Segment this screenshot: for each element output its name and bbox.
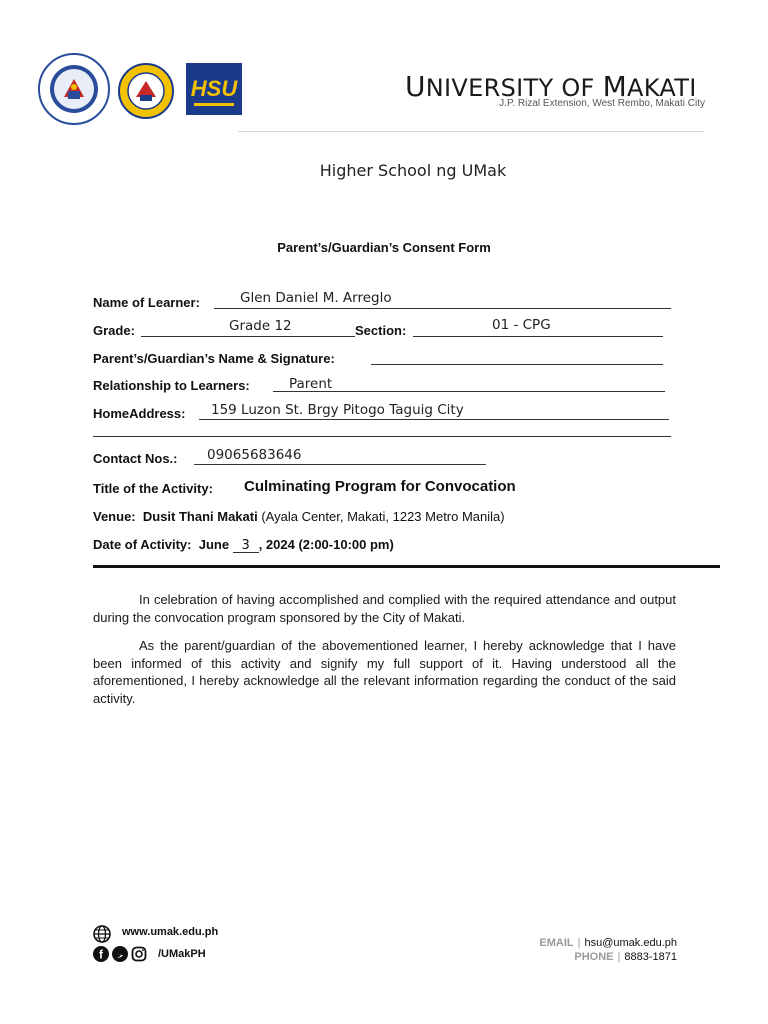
date-row — [93, 537, 394, 553]
paragraph-acknowledgement: As the parent/guardian of the abovementioned learner, I hereby acknowledge that I have been informed of this activity and signify my full support of it. Having understood all the aforementioned, I hereby acknowledge all the relevant information regarding the conduct of the said activity. — [93, 638, 676, 706]
social-handle[interactable]: /UMakPH — [158, 948, 206, 960]
hsu-logo — [186, 63, 242, 115]
section-divider — [93, 565, 720, 568]
instagram-icon[interactable] — [131, 946, 147, 962]
activity-label: Title of the Activity: — [93, 481, 213, 496]
learner-name-value[interactable]: Glen Daniel M. Arreglo — [240, 290, 392, 306]
learner-label: Name of Learner: — [93, 295, 200, 310]
venue-name: Dusit Thani Makati — [142, 509, 258, 524]
header-divider — [238, 131, 704, 132]
venue-row — [93, 509, 505, 524]
grade-value[interactable]: Grade 12 — [229, 318, 292, 334]
date-day-value[interactable]: 3 — [233, 540, 259, 553]
address-value[interactable]: 159 Luzon St. Brgy Pitogo Taguig City — [211, 402, 464, 418]
section-line — [413, 336, 663, 337]
email-value[interactable]: hsu@umak.edu.ph — [584, 937, 677, 949]
activity-title: Culminating Program for Convocation — [244, 478, 516, 495]
address-label: HomeAddress: — [93, 406, 186, 421]
paragraph-celebration: In celebration of having accomplished and complied with the required attendance and output during the convocation program sponsored by the City of Makati. — [93, 592, 676, 625]
address-line-2 — [93, 436, 671, 437]
email-row: EMAIL | hsu@umak.edu.ph — [539, 937, 677, 949]
contact-line — [194, 464, 486, 465]
contact-value[interactable]: 09065683646 — [207, 447, 302, 463]
venue-location: (Ayala Center, Makati, 1223 Metro Manila) — [261, 509, 505, 524]
relationship-value[interactable]: Parent — [289, 376, 333, 392]
website-link[interactable]: www.umak.edu.ph — [122, 926, 219, 938]
phone-value[interactable]: 8883-1871 — [624, 951, 677, 963]
form-title: Parent’s/Guardian’s Consent Form — [277, 240, 491, 255]
section-value[interactable]: 01 - CPG — [492, 317, 551, 333]
learner-line — [214, 308, 671, 309]
contact-label: Contact Nos.: — [93, 451, 178, 466]
date-month: June — [198, 537, 230, 552]
university-address: J.P. Rizal Extension, West Rembo, Makati City — [499, 98, 705, 109]
globe-icon — [93, 925, 111, 943]
umak-seal — [118, 63, 174, 119]
svg-text:HSU: HSU — [190, 76, 238, 101]
date-label: Date of Activity: — [93, 537, 192, 552]
phone-row: PHONE | 8883-1871 — [574, 951, 677, 963]
facebook-icon[interactable] — [93, 946, 109, 962]
grade-line — [141, 336, 355, 337]
guardian-signature-line[interactable] — [371, 364, 663, 365]
email-label: EMAIL — [539, 937, 574, 949]
section-label: Section: — [355, 323, 407, 338]
svg-text:f: f — [99, 947, 103, 962]
twitter-icon[interactable] — [112, 946, 128, 962]
school-name: Higher School ng UMak — [319, 161, 507, 180]
address-line — [199, 419, 669, 420]
phone-label: PHONE — [574, 951, 614, 963]
university-name: UNIVERSITY OF MAKATI — [405, 70, 697, 103]
deped-seal — [38, 53, 110, 125]
venue-label: Venue: — [93, 509, 136, 524]
guardian-label: Parent’s/Guardian’s Name & Signature: — [93, 351, 335, 366]
relationship-label: Relationship to Learners: — [93, 378, 250, 393]
date-year-time: , 2024 (2:00-10:00 pm) — [258, 537, 394, 552]
grade-label: Grade: — [93, 323, 135, 338]
